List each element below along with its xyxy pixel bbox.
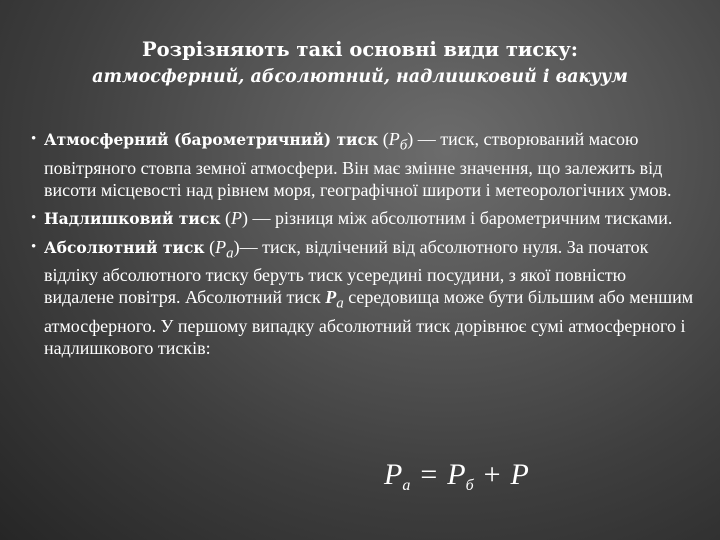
term-absolute: Абсолютний тиск (44, 237, 205, 257)
paren-open: ( (204, 236, 216, 257)
bullet-atmospheric-pressure (31, 128, 694, 201)
term-atmospheric: Атмосферний (барометричний) тиск (44, 130, 379, 149)
term-gauge: Надлишковий тиск (44, 208, 221, 228)
inline-symbol-p: P (325, 287, 337, 308)
symbol-subscript: а (226, 245, 234, 262)
slide-subtitle: атмосферний, абсолютний, надлишковий і вакуум (92, 67, 628, 87)
bullet-marker: • (31, 131, 37, 147)
symbol-subscript: б (399, 137, 408, 154)
inline-symbol-subscript: а (336, 295, 344, 312)
symbol-p: P (231, 207, 243, 228)
bullet-gauge-pressure (31, 207, 694, 230)
pressure-formula (384, 457, 529, 504)
slide-title: Розрізняють такі основні види тиску: (142, 38, 578, 61)
definition-absolute-part1: — тиск, відлічений від абсолютного нуля. За початок відліку абсолютного тиску беруть тиск усередині посудини, з якої повністю видалене повітря. Абсолютний тиск (44, 236, 649, 308)
formula-equals: = (420, 458, 438, 491)
paren-close: ) (242, 207, 249, 228)
definition-absolute-part2: середовища може бути більшим або меншим атмосферного. У першому випадку абсолютний тиск дорівнює сумі атмосферного і надлишкового тисків: (44, 287, 694, 358)
formula-term1: P (447, 458, 466, 491)
symbol-p: P (388, 129, 400, 149)
symbol-p: P (215, 236, 227, 257)
formula-plus: + (483, 458, 501, 491)
bullet-marker: • (31, 209, 37, 226)
formula-lhs: P (384, 458, 403, 491)
paren-close: ) (233, 236, 240, 257)
formula-lhs-subscript: а (402, 477, 411, 494)
paren-close: ) (407, 129, 414, 149)
paren-open: ( (220, 207, 232, 228)
definition-atmospheric: — тиск, створюваний масою повітряного стовпа земної атмосфери. Він має змінне значення, що залежить від висоти місцевості над рівнем моря, географічної широти і метеорологічних умов. (44, 129, 672, 200)
paren-open: ( (378, 129, 389, 149)
bullet-absolute-pressure (31, 236, 694, 359)
slide-body (31, 128, 694, 365)
formula-term1-subscript: б (465, 477, 474, 494)
definition-gauge: — різниця між абсолютним і барометричним тисками. (248, 207, 673, 228)
bullet-marker: • (31, 238, 37, 255)
formula-term2: P (510, 458, 529, 491)
